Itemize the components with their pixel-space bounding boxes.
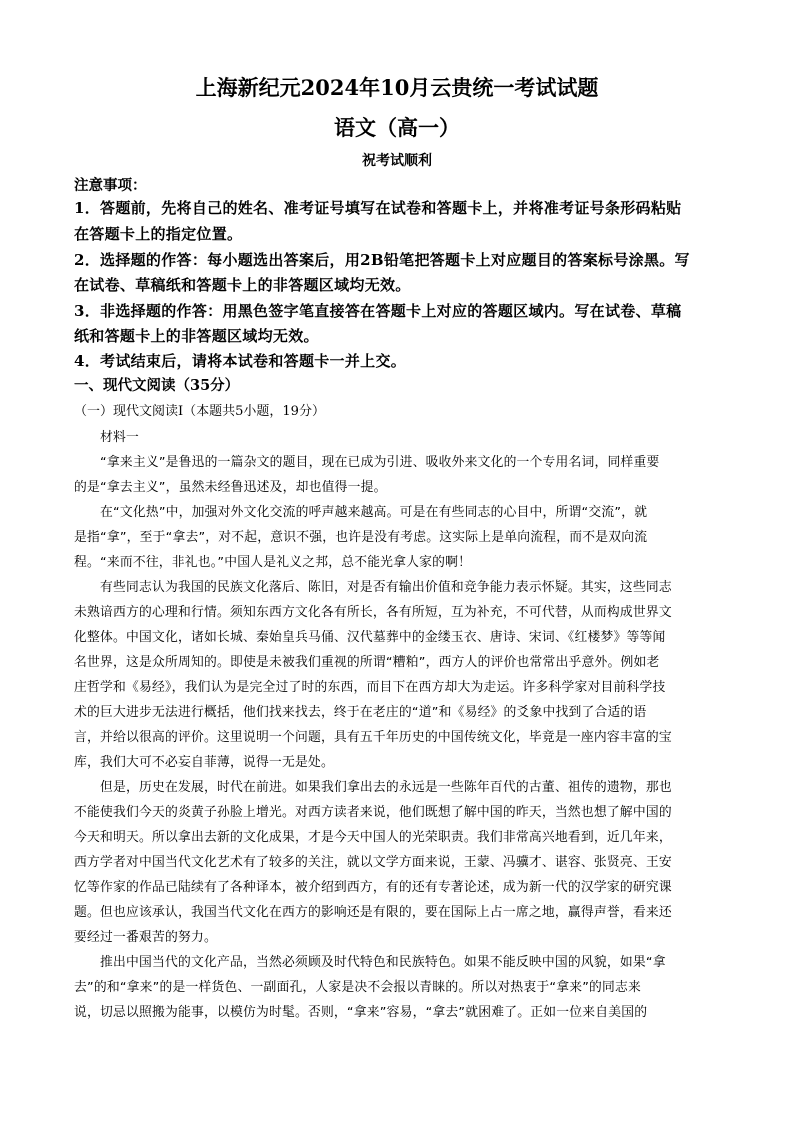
passage-line: 题。但也应该承认，我国当代文化在西方的影响还是有限的，要在国际上占一席之地，赢得声誉，看来还 — [74, 905, 672, 920]
passage-line: 术的巨大进步无法进行概括，他们找来找去，终于在老庄的“道”和《易经》的爻象中找到了合适的语 — [74, 705, 647, 720]
passage-line: 去”的和“拿来”的是一样货色、一副面孔，人家是决不会报以青睐的。所以对热衷于“拿来”的同志来 — [74, 980, 642, 995]
passage-line: 要经过一番艰苦的努力。 — [74, 930, 217, 945]
exam-subject: 语文（高一） — [334, 115, 460, 140]
passage-line: 忆等作家的作品已陆续有了各种译本，被介绍到西方，有的还有专著论述，成为新一代的汉学家的研究课 — [74, 880, 672, 895]
passage-line: 说，切忌以照搬为能事，以模仿为时髦。否则，“拿来”容易，“拿去”就困难了。正如一位来自美国的 — [74, 1005, 648, 1020]
notice-heading: 注意事项： — [74, 177, 147, 194]
exam-wish: 祝考试顺利 — [362, 153, 432, 169]
notice-line: 1．答题前，先将自己的姓名、准考证号填写在试卷和答题卡上，并将准考证号条形码粘贴 — [74, 199, 682, 217]
passage-line: 化整体。中国文化，诸如长城、秦始皇兵马俑、汉代墓葬中的金缕玉衣、唐诗、宋词、《红楼梦》等等闻 — [74, 630, 666, 645]
passage-line: 未熟谙西方的心理和行情。须知东西方文化各有所长，各有所短，互为补充，不可代替，从而构成世界文 — [74, 605, 672, 620]
passage-line: 名世界，这是众所周知的。即使是未被我们重视的所谓“糟粕”，西方人的评价也常常出乎意外。例如老 — [74, 655, 660, 670]
passage-line: “拿来主义”是鲁迅的一篇杂文的题目，现在已成为引进、吸收外来文化的一个专用名词，同样重要 — [100, 455, 660, 470]
passage-line: 是指“拿”，至于“拿去”，对不起，意识不强，也许是没有考虑。这实际上是单向流程，而不是双向流 — [74, 530, 648, 545]
passage-line: 西方学者对中国当代文化艺术有了较多的关注，就以文学方面来说，王蒙、冯骥才、谌容、张贤亮、王安 — [74, 855, 672, 870]
notice-line: 3．非选择题的作答：用黑色签字笔直接答在答题卡上对应的答题区域内。写在试卷、草稿 — [74, 302, 682, 320]
passage-line: 但是，历史在发展，时代在前进。如果我们拿出去的永远是一些陈年百代的古董、祖传的遗物，那也 — [100, 780, 672, 795]
notice-line: 在试卷、草稿纸和答题卡上的非答题区域均无效。 — [74, 276, 411, 294]
exam-title: 上海新纪元2024年10月云贵统一考试试题 — [195, 75, 599, 100]
passage-line: 庄哲学和《易经》，我们认为是完全过了时的东西，而目下在西方却大为走运。许多科学家对目前科学技 — [74, 680, 666, 695]
passage-line: 今天和明天。所以拿出去新的文化成果，才是今天中国人的光荣职责。我们非常高兴地看到，近几年来， — [74, 830, 672, 845]
material-label: 材料一 — [100, 430, 139, 445]
passage-line: 的是“拿去主义”，虽然未经鲁迅述及，却也值得一提。 — [74, 480, 387, 495]
passage-line: 言，并给以很高的评价。这里说明一个问题，具有五千年历史的中国传统文化，毕竟是一座内容丰富的宝 — [74, 730, 672, 745]
passage-line: 在“文化热”中，加强对外文化交流的呼声越来越高。可是在有些同志的心目中，所谓“交流”，就 — [100, 505, 648, 520]
notice-line: 在答题卡上的指定位置。 — [74, 225, 243, 243]
passage-line: 不能使我们今天的炎黄子孙脸上增光。对西方读者来说，他们既想了解中国的昨天，当然也想了解中国的 — [74, 805, 672, 820]
passage-line: 程。“来而不往，非礼也。”中国人是礼义之邦，总不能光拿人家的啊！ — [74, 555, 472, 570]
subsection-heading: （一）现代文阅读Ⅰ（本题共5小题，19分） — [74, 404, 325, 419]
passage-line: 推出中国当代的文化产品，当然必须顾及时代特色和民族特色。如果不能反映中国的风貌，如果“拿 — [100, 955, 666, 970]
notice-line: 纸和答题卡上的非答题区域均无效。 — [74, 327, 319, 345]
notice-line: 2．选择题的作答：每小题选出答案后，用2B铅笔把答题卡上对应题目的答案标号涂黑。写 — [74, 251, 690, 269]
passage-line: 库，我们大可不必妄自菲薄，说得一无是处。 — [74, 755, 334, 770]
notice-line: 4．考试结束后，请将本试卷和答题卡一并上交。 — [74, 352, 407, 370]
passage-line: 有些同志认为我国的民族文化落后、陈旧，对是否有输出价值和竞争能力表示怀疑。其实，这些同志 — [100, 580, 672, 595]
section-heading: 一、现代文阅读（35分） — [74, 377, 240, 394]
